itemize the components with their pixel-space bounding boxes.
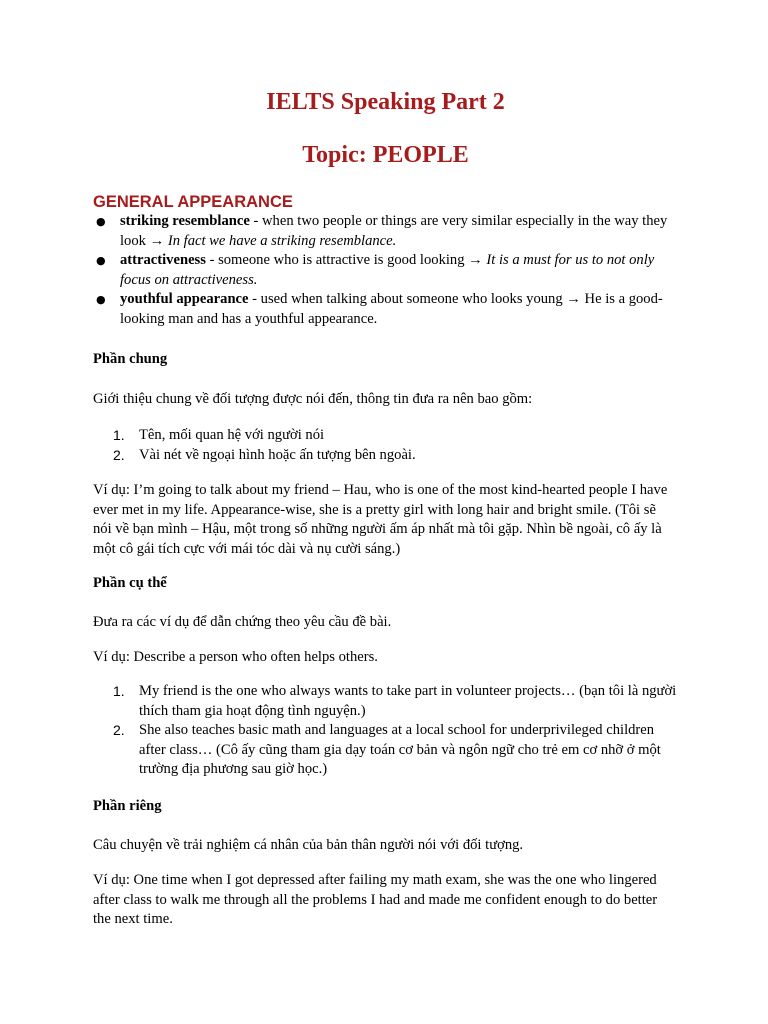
vocabulary-list <box>93 212 678 329</box>
list-item-text: She also teaches basic math and languages at a local school for underprivileged children after class… (Cô ấy cũng tham gia dạy toán cơ bản và ngôn ngữ cho trẻ em cơ nhỡ ở một trường địa phương sau giờ học.) <box>139 722 661 777</box>
phan-cu-the-list <box>93 682 678 780</box>
bullet-icon: ● <box>96 254 106 267</box>
section-heading-phan-rieng: Phần riêng <box>93 798 162 814</box>
arrow-icon: → <box>566 291 581 307</box>
list-number: 2. <box>113 446 125 463</box>
vocabulary-item <box>93 212 678 251</box>
phan-chung-list <box>93 426 678 465</box>
list-item-text: Vài nét về ngoại hình hoặc ấn tượng bên ngoài. <box>139 446 416 463</box>
list-item <box>93 721 678 780</box>
phan-cu-the-example-prompt: Ví dụ: Describe a person who often helps others. <box>93 649 378 665</box>
list-number: 1. <box>113 427 125 443</box>
list-item <box>93 426 678 446</box>
phan-cu-the-intro: Đưa ra các ví dụ để dẫn chứng theo yêu cầu đề bài. <box>93 614 392 630</box>
vocabulary-definition: - used when talking about someone who looks young <box>248 291 567 307</box>
vocabulary-example: In fact we have a striking resemblance. <box>164 232 397 249</box>
section-heading-phan-cu-the: Phần cụ thể <box>93 575 167 591</box>
topic-title: Topic: PEOPLE <box>302 142 469 168</box>
section-heading-phan-chung: Phần chung <box>93 351 168 367</box>
vocabulary-definition: - someone who is attractive is good looking <box>205 252 469 268</box>
arrow-icon: → <box>149 232 165 249</box>
list-number: 1. <box>113 683 125 699</box>
phan-chung-intro: Giới thiệu chung về đối tượng được nói đến, thông tin đưa ra nên bao gồm: <box>93 391 533 407</box>
bullet-icon: ● <box>96 215 106 228</box>
vocabulary-item <box>93 290 678 329</box>
vocabulary-definition: - when two people or things are very similar especially in the way they look <box>120 213 668 249</box>
vocabulary-term: striking resemblance <box>120 213 250 229</box>
vocabulary-term: attractiveness <box>120 252 206 268</box>
vocabulary-term: youthful appearance <box>120 291 249 307</box>
list-item <box>93 446 678 466</box>
vocabulary-example: He is a good-looking man and has a youthful appearance. <box>120 291 663 327</box>
phan-rieng-intro: Câu chuyện về trải nghiệm cá nhân của bản thân người nói với đối tượng. <box>93 837 524 853</box>
list-item-text: My friend is the one who always wants to take part in volunteer projects… (bạn tôi là người thích tham gia hoạt động tình nguyện.) <box>139 683 677 719</box>
list-number: 2. <box>113 722 125 738</box>
arrow-icon: → <box>468 252 483 268</box>
vocabulary-item <box>93 251 678 290</box>
document-title: IELTS Speaking Part 2 <box>266 89 505 115</box>
bullet-icon: ● <box>96 293 106 306</box>
section-heading-general-appearance: GENERAL APPEARANCE <box>93 193 293 211</box>
list-item-text: Tên, mối quan hệ với người nói <box>139 427 325 443</box>
phan-chung-example: Ví dụ: I’m going to talk about my friend – Hau, who is one of the most kind-hearted people I have ever met in my life. Appearance-wise, she is a pretty girl with long hair and bright smile. (Tôi sẽ nói về bạn mình – Hậu, một trong số những người ấm áp nhất mà tôi gặp. Nhìn bề ngoài, cô ấy là một cô gái tích cực với mái tóc dài và nụ cười sáng.) <box>93 482 668 557</box>
phan-rieng-example: Ví dụ: One time when I got depressed after failing my math exam, she was the one who lingered after class to walk me through all the problems I had and made me confident enough to do better the next time. <box>93 872 658 927</box>
vocabulary-example: It is a must for us to not only focus on attractiveness. <box>120 252 655 288</box>
list-item <box>93 682 678 721</box>
